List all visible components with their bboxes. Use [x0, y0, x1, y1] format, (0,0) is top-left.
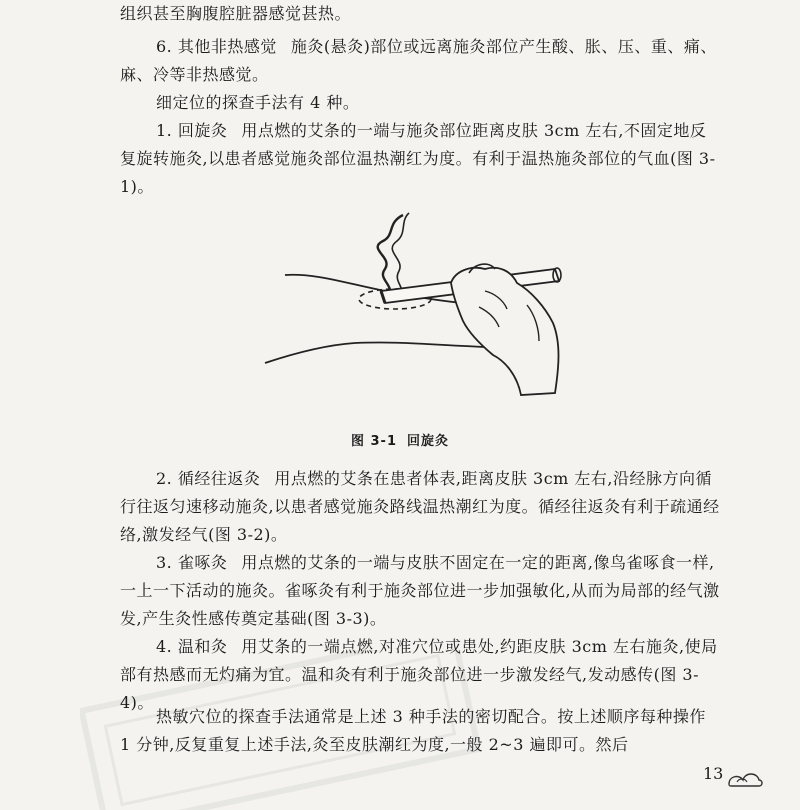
paragraph-mild-moxibustion: 4. 温和灸 用艾条的一端点燃,对准穴位或患处,约距皮肤 3cm 左右施灸,使局部有热感而无灼痛为宜。温和灸有利于施灸部位进一步激发经气,发动感传(图 3-4)。 — [120, 637, 718, 712]
paragraph-non-heat-sensation: 6. 其他非热感觉 施灸(悬灸)部位或远离施灸部位产生酸、胀、压、重、痛、麻、冷等非热感觉。 — [120, 37, 717, 84]
item-heading: 3. 雀啄灸 — [156, 553, 228, 572]
paragraph-technique-combination: 热敏穴位的探查手法通常是上述 3 种手法的密切配合。按上述顺序每种操作 1 分钟,反复重复上述手法,灸至皮肤潮红为度,一般 2~3 遍即可。然后 — [120, 707, 706, 754]
paragraph-circling-moxibustion: 1. 回旋灸 用点燃的艾条的一端与施灸部位距离皮肤 3cm 左右,不固定地反复旋转施灸,以患者感觉施灸部位温热潮红为度。有利于温热施灸部位的气血(图 3-1)。 — [120, 121, 716, 196]
item-heading: 2. 循经往返灸 — [156, 469, 261, 488]
figure-title: 回旋灸 — [407, 434, 450, 449]
cloud-ornament-icon — [725, 766, 765, 790]
paragraph-fine-positioning: 细定位的探查手法有 4 种。 — [156, 93, 360, 112]
paragraph-sparrow-pecking-moxibustion: 3. 雀啄灸 用点燃的艾条的一端与皮肤不固定在一定的距离,像鸟雀啄食一样,一上一下活动的施灸。雀啄灸有利于施灸部位进一步加强敏化,从而为局部的经气激发,产生灸性感传奠定基础(图 3-3)。 — [120, 553, 720, 628]
page-number: 13 — [703, 764, 724, 783]
moxibustion-illustration-icon — [255, 195, 575, 405]
figure-number: 图 3-1 — [350, 434, 397, 449]
item-heading: 4. 温和灸 — [156, 637, 228, 656]
item-heading: 1. 回旋灸 — [156, 121, 228, 140]
item-heading: 6. 其他非热感觉 — [156, 37, 277, 56]
paragraph-meridian-moxibustion: 2. 循经往返灸 用点燃的艾条在患者体表,距离皮肤 3cm 左右,沿经脉方向循行往返匀速移动施灸,以患者感觉施灸路线温热潮红为度。循经往返灸有利于疏通经络,激发经气(图 3-2)。 — [120, 469, 720, 544]
paragraph-continued: 组织甚至胸腹腔脏器感觉甚热。 — [120, 4, 352, 23]
figure-caption — [0, 430, 800, 449]
